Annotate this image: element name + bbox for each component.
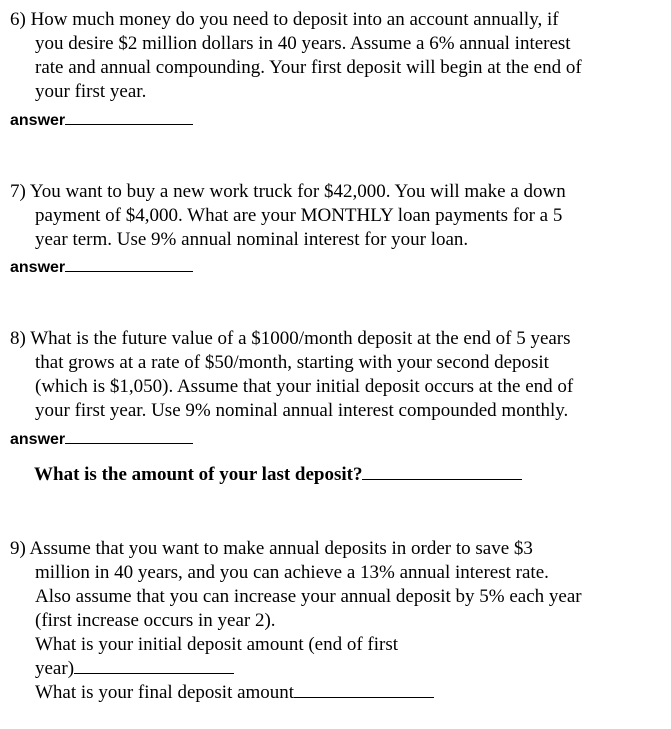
question-8-line: your first year. Use 9% nominal annual interest compounded monthly. [35, 400, 569, 421]
question-9-line: Also assume that you can increase your annual deposit by 5% each year [35, 586, 582, 607]
answer-blank[interactable] [65, 429, 193, 444]
question-9 [10, 537, 660, 705]
question-7-line: year term. Use 9% annual nominal interest for your loan. [35, 229, 469, 250]
question-7-answer [10, 257, 193, 278]
question-9-final-deposit-line [10, 681, 660, 705]
question-8-line: 8) What is the future value of a $1000/month deposit at the end of 5 years [10, 328, 571, 349]
question-6-line: your first year. [35, 81, 147, 102]
question-6-line: rate and annual compounding. Your first deposit will begin at the end of [35, 57, 582, 78]
final-deposit-blank[interactable] [294, 683, 434, 698]
question-9-line: million in 40 years, and you can achieve a 13% annual interest rate. [35, 562, 549, 583]
question-8-answer [10, 429, 193, 450]
initial-deposit-blank[interactable] [74, 659, 234, 674]
question-6-line: 6) How much money do you need to deposit into an account annually, if [10, 9, 559, 30]
question-7-line: payment of $4,000. What are your MONTHLY loan payments for a 5 [35, 205, 563, 226]
final-deposit-label: What is your final deposit amount [35, 682, 295, 703]
subquestion-label: What is the amount of your last deposit? [34, 464, 363, 485]
answer-label: answer [10, 259, 66, 276]
question-8-line: (which is $1,050). Assume that your initial deposit occurs at the end of [35, 376, 574, 397]
answer-blank[interactable] [65, 110, 193, 125]
question-8-subquestion [34, 463, 522, 487]
question-9-line: 9) Assume that you want to make annual deposits in order to save $3 [10, 538, 533, 559]
question-7-line: 7) You want to buy a new work truck for $42,000. You will make a down [10, 181, 566, 202]
question-6 [10, 8, 660, 104]
initial-deposit-label: year) [35, 658, 75, 679]
question-9-line: What is your initial deposit amount (end of first [35, 634, 399, 655]
question-6-line: you desire $2 million dollars in 40 years. Assume a 6% annual interest [35, 33, 571, 54]
answer-blank[interactable] [65, 257, 193, 272]
question-8 [10, 327, 660, 423]
subquestion-blank[interactable] [362, 465, 522, 480]
question-8-line: that grows at a rate of $50/month, starting with your second deposit [35, 352, 549, 373]
answer-label: answer [10, 431, 66, 448]
question-7 [10, 180, 660, 252]
question-9-line: (first increase occurs in year 2). [35, 610, 276, 631]
answer-label: answer [10, 112, 66, 129]
question-6-answer [10, 110, 193, 131]
question-9-initial-deposit-line [10, 657, 660, 681]
